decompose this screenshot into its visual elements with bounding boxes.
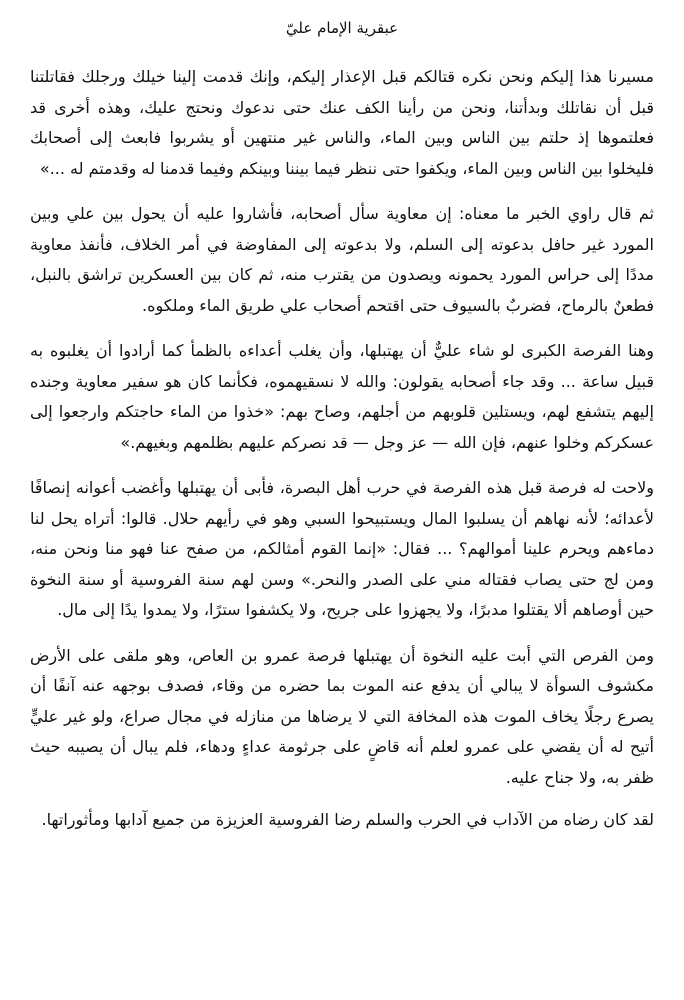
paragraph-3: وهنا الفرصة الكبرى لو شاء عليٌّ أن يهتبلها، وأن يغلب أعداءه بالظمأ كما أرادوا أن يغلبوه به قبيل ساعة ... وقد جاء أصحابه يقولون: والله لا نسقيهموه، فكأنما كان هو سفير معاوية وجنده إليهم يتشفع لهم، ويستلين قلوبهم من أجلهم، وصاح بهم: «خذوا من الماء حاجتكم وارجعوا إلى عسكركم وخلوا عنهم، فإن الله — عز وجل — قد نصركم عليهم بظلمهم وبغيهم.»	[30, 341, 654, 452]
paragraph-2: ثم قال راوي الخبر ما معناه: إن معاوية سأل أصحابه، فأشاروا عليه أن يحول بين علي وبين المورد غير حافل بدعوته إلى السلم، ولا بدعوته إلى المفاوضة في أمر الخلاف، فأنفذ معاوية مددًا إلى حراس المورد يحمونه ويصدون من يقترب منه، ثم كان بين العسكرين تراشق بالنبل، فطعنٌ بالرماح، فضربٌ بالسيوف حتى اقتحم أصحاب علي طريق الماء وملكوه.	[30, 204, 654, 315]
paragraph-6: لقد كان رضاه من الآداب في الحرب والسلم رضا الفروسية العزيزة من جميع آدابها ومأثوراتها.	[41, 810, 654, 829]
body-text	[30, 62, 654, 836]
paragraph-5: ومن الفرص التي أبت عليه النخوة أن يهتبلها فرصة عمرو بن العاص، وهو ملقى على الأرض مكشوف السوأة لا يبالي أن يدفع عنه الموت بما حضره من وقاء، فصدف بوجهه عنه آنفًا أن يصرع رجلًا يخاف الموت هذه المخافة التي لا يرضاها من منازله في مجال صراع، ولو غير عليٍّ أتيح له أن يقضي على عمرو لعلم أنه قاضٍ على جرثومة عداءٍ ودهاء، فلم يبال أن يصيبه حيث ظفر به، ولا جناح عليه.	[30, 645, 654, 787]
running-header: عبقرية الإمام عليّ	[285, 19, 399, 37]
paragraph-4: ولاحت له فرصة قبل هذه الفرصة في حرب أهل البصرة، فأبى أن يهتبلها وأغضب أعوانه إنصافًا لأعدائه؛ لأنه نهاهم أن يسلبوا المال ويستبيحوا السبي وهو في رأيهم حلال. قالوا: أتراه يحل لنا دماءهم ويحرم علينا أموالهم؟ ... فقال: «إنما القوم أمثالكم، من صفح عنا فهو منا ونحن منه، ومن لج حتى يصاب فقتاله مني على الصدر والنحر.» وسن لهم سنة الفروسية أو سنة النخوة حين أوصاهم ألا يقتلوا مدبرًا، ولا يجهزوا على جريح، ولا يكشفوا سترًا، ولا يمدوا يدًا إلى مال.	[30, 478, 654, 619]
paragraph-1: مسيرنا هذا إليكم ونحن نكره قتالكم قبل الإعذار إليكم، وإنك قدمت إلينا خيلك ورجلك فقاتلتنا قبل أن نقاتلك وبدأتنا، ونحن من رأينا الكف عنك حتى ندعوك ونحتج عليك، وهذه أخرى قد فعلتموها إذ حلتم بين الناس وبين الماء، والناس غير منتهين أو يشربوا فابعث إلى أصحابك فليخلوا بين الناس وبين الماء، ويكفوا حتى ننظر فيما بيننا وبينكم وفيما قدمنا له وقدمتم له ...»	[30, 67, 654, 178]
